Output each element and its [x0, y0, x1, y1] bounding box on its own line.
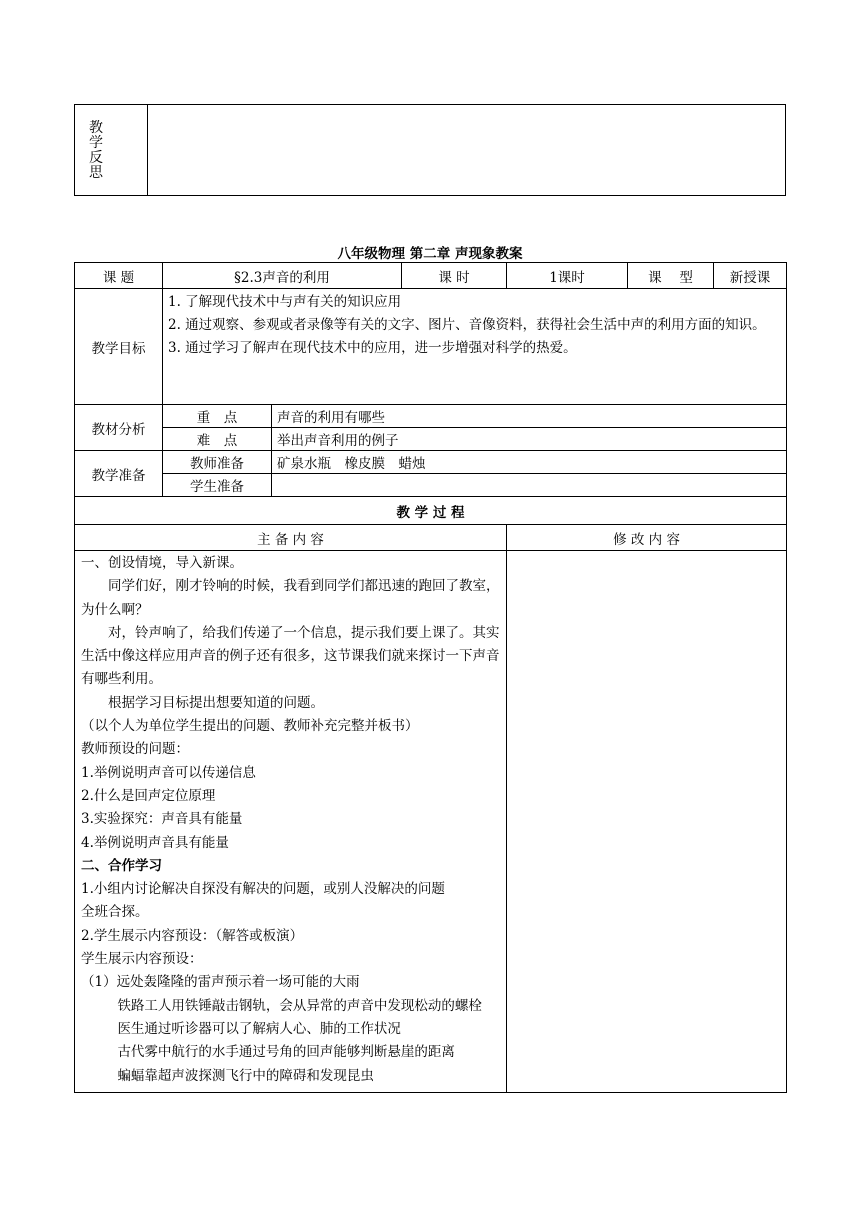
difficulty-value: 举出声音利用的例子 [272, 428, 787, 451]
topic-label: 课 题 [75, 263, 163, 289]
teacher-prep-label: 教师准备 [163, 451, 272, 474]
process-line: 铁路工人用铁锤敲击钢轨，会从异常的声音中发现松动的螺栓 [117, 997, 482, 1014]
process-line: 学生展示内容预设： [81, 951, 203, 968]
document-title: 八年级物理 第二章 声现象教案 [337, 246, 523, 262]
reflection-divider [147, 105, 148, 195]
goal-item: 1. 了解现代技术中与声有关的知识应用 [168, 294, 402, 310]
process-title: 教 学 过 程 [75, 497, 787, 525]
goal-item: 2. 通过观察、参观或者录像等有关的文字、图片、音像资料，获得社会生活中声的利用方面的知识。 [168, 317, 766, 333]
reflection-label: 教学反思 [89, 120, 103, 181]
process-line: 蝙蝠靠超声波探测飞行中的障碍和发现昆虫 [117, 1067, 374, 1084]
process-body-row [75, 551, 787, 1093]
analysis-label: 教材分析 [75, 405, 163, 451]
header-row [75, 263, 787, 289]
process-line: 教师预设的问题： [81, 741, 189, 758]
process-line: 根据学习目标提出想要知道的问题。 [108, 694, 324, 711]
process-line: 古代雾中航行的水手通过号角的回声能够判断悬崖的距离 [117, 1044, 455, 1061]
process-line: （以个人为单位学生提出的问题、教师补充完整并板书） [81, 718, 419, 735]
process-line: 4.举例说明声音具有能量 [81, 834, 229, 851]
student-prep-label: 学生准备 [163, 474, 272, 497]
process-line: 1.小组内讨论解决自探没有解决的问题，或别人没解决的问题 [81, 881, 445, 898]
hours-value: 1课时 [507, 263, 628, 289]
reflection-table [74, 104, 786, 196]
process-line: 2.学生展示内容预设：（解答或板演） [81, 927, 304, 944]
process-line: 同学们好，刚才铃响的时候，我看到同学们都迅速的跑回了教室，为什么啊？ [81, 578, 500, 618]
process-line: 二、合作学习 [81, 857, 162, 874]
goals-label: 教学目标 [75, 289, 163, 405]
process-line: 对，铃声响了，给我们传递了一个信息，提示我们要上课了。其实生活中像这样应用声音的例子还有很多，这节课我们就来探讨一下声音有哪些利用。 [81, 624, 500, 688]
process-header-row [75, 525, 787, 551]
goal-item: 3. 通过学习了解声在现代技术中的应用，进一步增强对科学的热爱。 [168, 340, 577, 356]
process-line: 1.举例说明声音可以传递信息 [81, 764, 256, 781]
difficulty-label: 难 点 [163, 428, 272, 451]
goals-content [163, 289, 787, 405]
prep-row-student [75, 474, 787, 497]
key-point-label: 重 点 [163, 405, 272, 428]
analysis-row-hard [75, 428, 787, 451]
process-line: 3.实验探究：声音具有能量 [81, 811, 243, 828]
main-content [75, 551, 507, 1093]
process-line: 医生通过听诊器可以了解病人心、肺的工作状况 [117, 1020, 401, 1037]
process-line: 一、创设情境，导入新课。 [81, 555, 243, 571]
main-content-header: 主 备 内 容 [75, 525, 507, 551]
type-value: 新授课 [714, 263, 787, 289]
student-prep-value [272, 474, 787, 497]
process-line: （1）远处轰隆隆的雷声预示着一场可能的大雨 [81, 974, 360, 991]
edit-content-header: 修 改 内 容 [507, 525, 787, 551]
type-label: 课 型 [628, 263, 714, 289]
edit-content [507, 551, 787, 1093]
prep-label: 教学准备 [75, 451, 163, 497]
hours-label: 课 时 [402, 263, 507, 289]
teacher-prep-value: 矿泉水瓶 橡皮膜 蜡烛 [272, 451, 787, 474]
process-line: 全班合探。 [81, 904, 149, 921]
process-title-row [75, 497, 787, 525]
analysis-row-key [75, 405, 787, 428]
lesson-plan-table [74, 262, 787, 1093]
key-point-value: 声音的利用有哪些 [272, 405, 787, 428]
process-line: 2.什么是回声定位原理 [81, 787, 216, 804]
goals-row [75, 289, 787, 405]
topic-value: §2.3声音的利用 [163, 263, 402, 289]
prep-row-teacher [75, 451, 787, 474]
